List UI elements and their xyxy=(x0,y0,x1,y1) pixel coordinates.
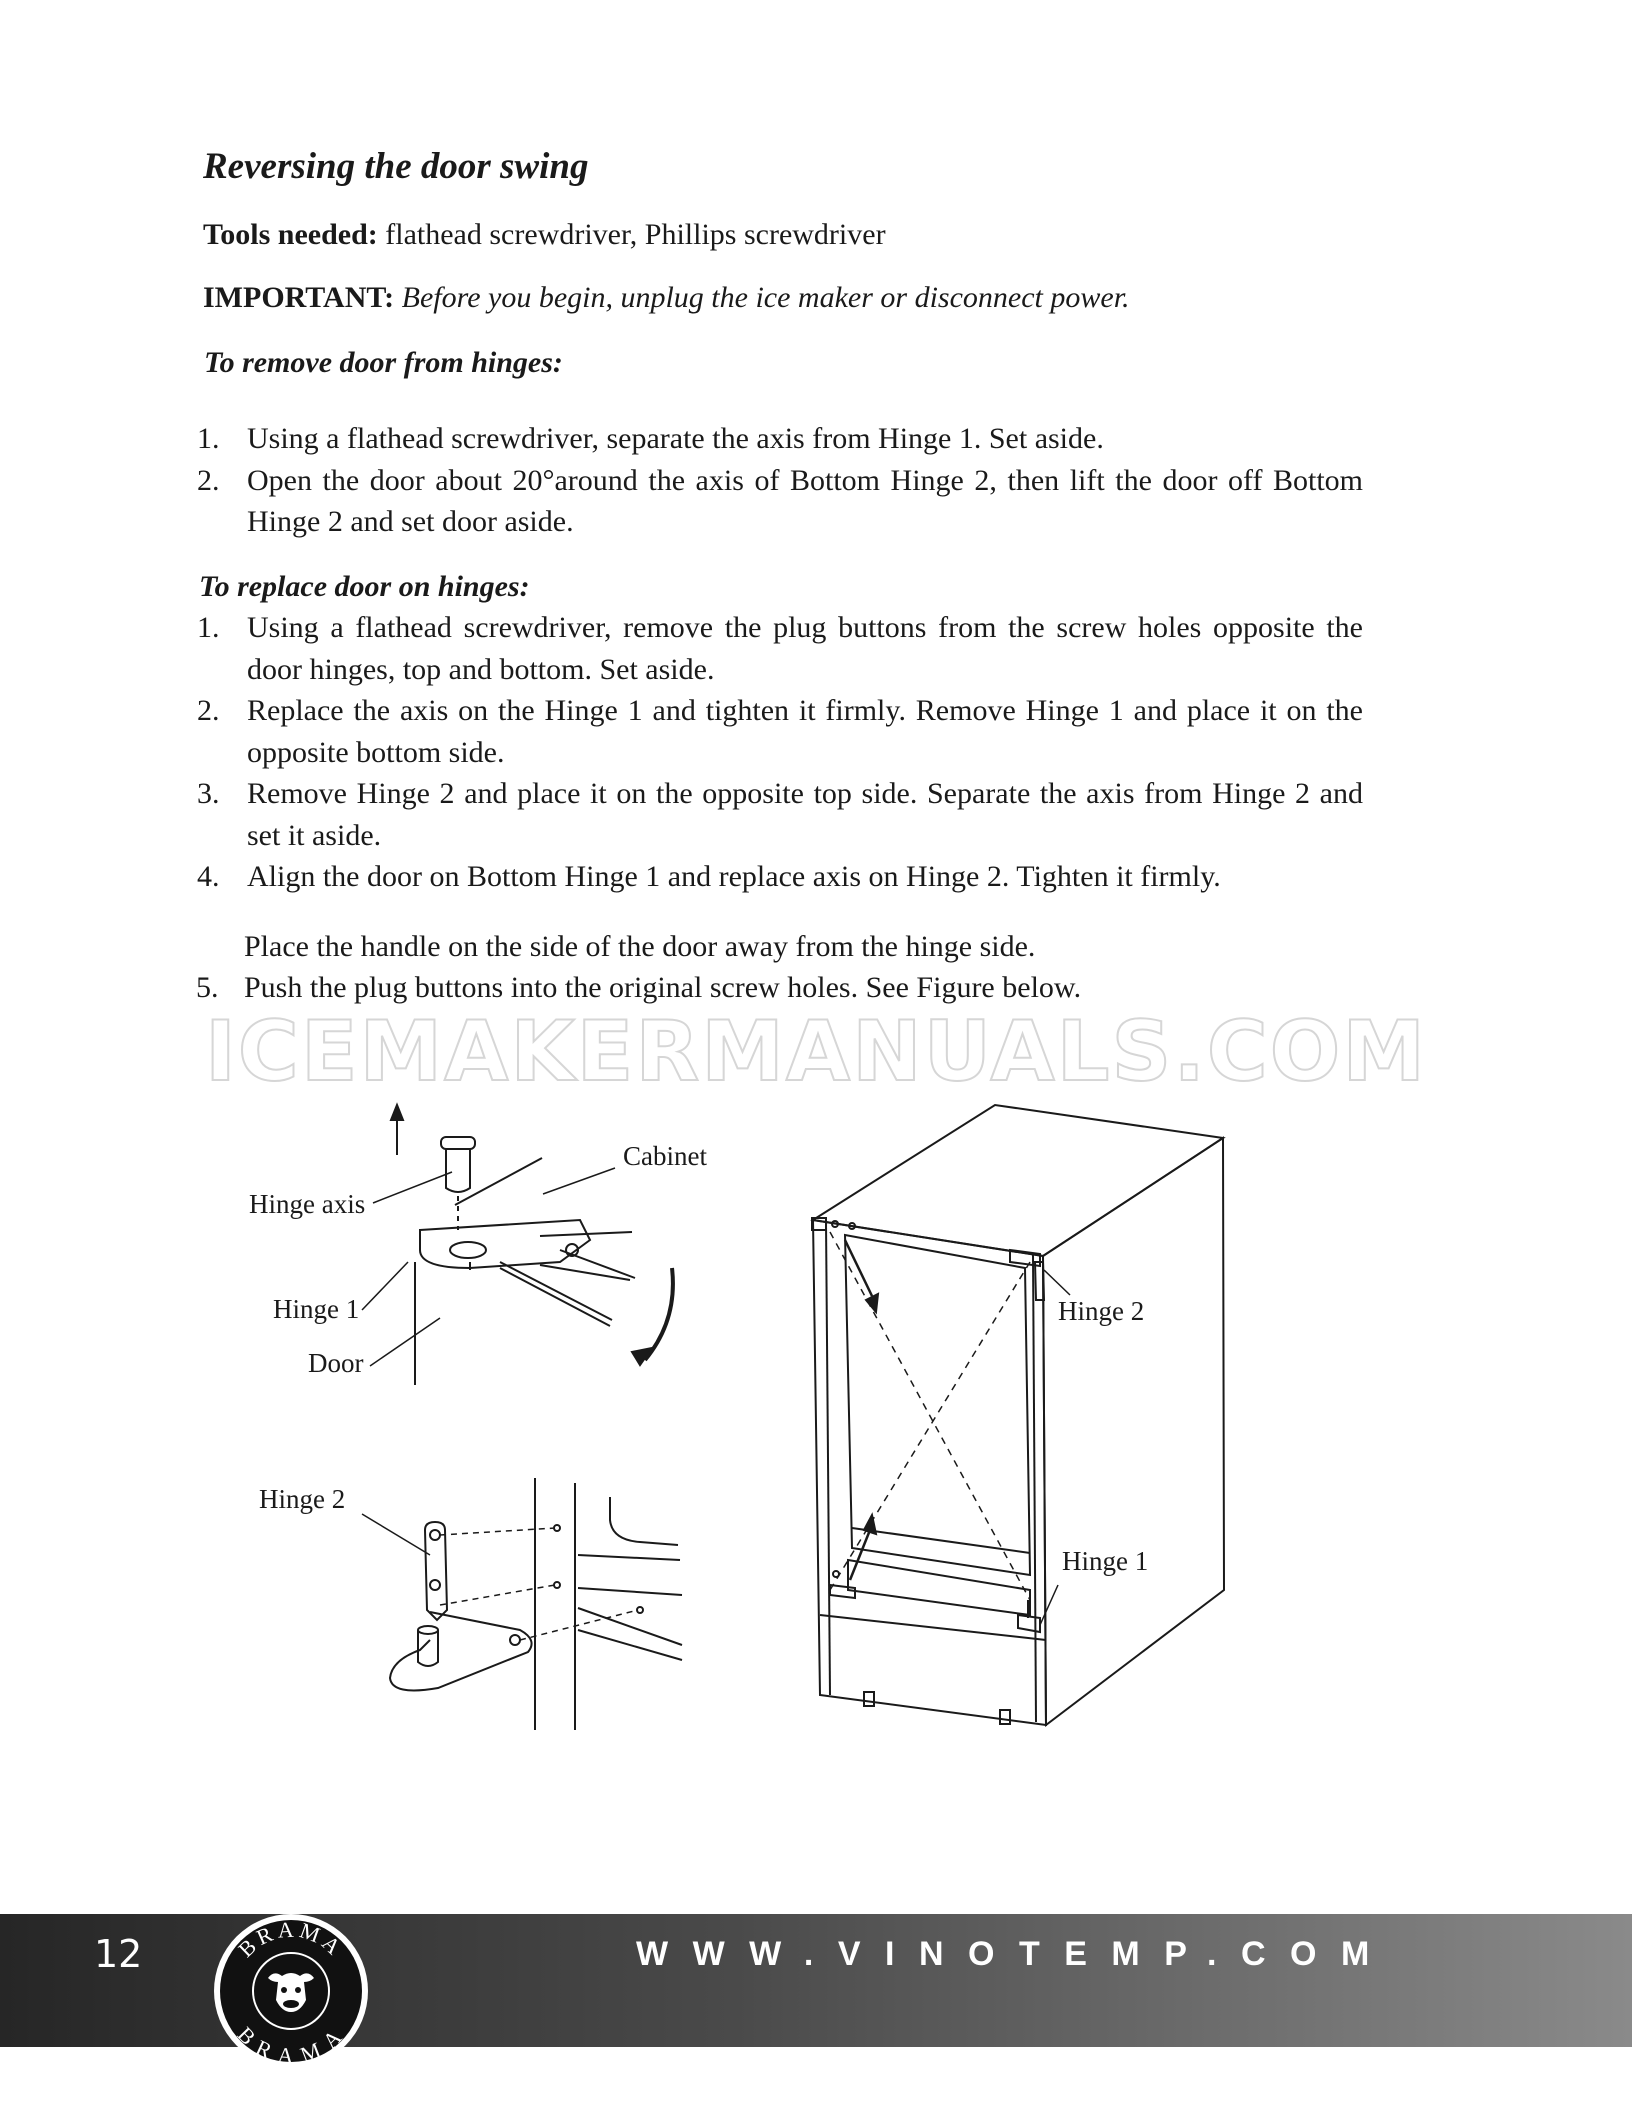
page-number: 12 xyxy=(94,1932,143,1976)
label-hinge-2-cabinet: Hinge 2 xyxy=(1058,1296,1145,1326)
logo-text-bottom: BRAMA xyxy=(232,2021,350,2069)
step-text: Using a flathead screwdriver, remove the plug buttons from the screw holes opposite the door hinges, top and bottom. Set aside. xyxy=(247,611,1363,686)
label-hinge-axis: Hinge axis xyxy=(249,1189,366,1219)
important-text: Before you begin, unplug the ice maker or disconnect power. xyxy=(394,281,1130,314)
step4-continuation: Place the handle on the side of the door away from the hinge side. xyxy=(244,930,1036,963)
brama-logo xyxy=(212,1912,370,2070)
label-door: Door xyxy=(308,1348,364,1378)
step-number: 4. xyxy=(197,860,220,893)
label-hinge-1-detail: Hinge 1 xyxy=(273,1294,360,1324)
label-hinge-1-cabinet: Hinge 1 xyxy=(1062,1546,1149,1576)
label-cabinet: Cabinet xyxy=(623,1141,707,1171)
step-number: 1. xyxy=(197,611,220,644)
watermark: ICEMAKERMANUALS.COM xyxy=(205,1003,1427,1100)
step-number: 3. xyxy=(197,777,220,810)
step-number: 2. xyxy=(197,463,220,497)
remove-heading: To remove door from hinges: xyxy=(204,346,563,379)
section-title: Reversing the door swing xyxy=(203,146,589,187)
important-label: IMPORTANT: xyxy=(203,281,395,314)
step-text: Using a flathead screwdriver, separate the axis from Hinge 1. Set aside. xyxy=(247,422,1104,455)
step-number: 2. xyxy=(197,694,220,727)
step5-text: Push the plug buttons into the original screw holes. See Figure below. xyxy=(244,971,1082,1004)
step5-number: 5. xyxy=(196,971,219,1004)
label-hinge-2-detail: Hinge 2 xyxy=(259,1484,346,1514)
tools-text: flathead screwdriver, Phillips screwdriver xyxy=(377,218,886,251)
step-text: Remove Hinge 2 and place it on the opposite top side. Separate the axis from Hinge 2 and set it aside. xyxy=(247,777,1363,852)
replace-heading: To replace door on hinges: xyxy=(199,570,530,603)
logo-text-top: BRAMA xyxy=(233,1916,349,1962)
step-text: Replace the axis on the Hinge 1 and tighten it firmly. Remove Hinge 1 and place it on the opposite bottom side. xyxy=(247,694,1363,769)
hinge2-detail xyxy=(362,1478,682,1730)
step-text: Align the door on Bottom Hinge 1 and replace axis on Hinge 2. Tighten it firmly. xyxy=(247,860,1221,893)
tools-label: Tools needed: xyxy=(203,218,378,251)
step-number: 1. xyxy=(197,422,220,455)
step-text: Open the door about 20°around the axis of Bottom Hinge 2, then lift the door off Bottom Hinge 2 and set door aside. xyxy=(247,463,1363,538)
footer-url: WWW.VINOTEMP.COM xyxy=(636,1935,1394,1973)
cabinet-drawing xyxy=(812,1105,1224,1725)
